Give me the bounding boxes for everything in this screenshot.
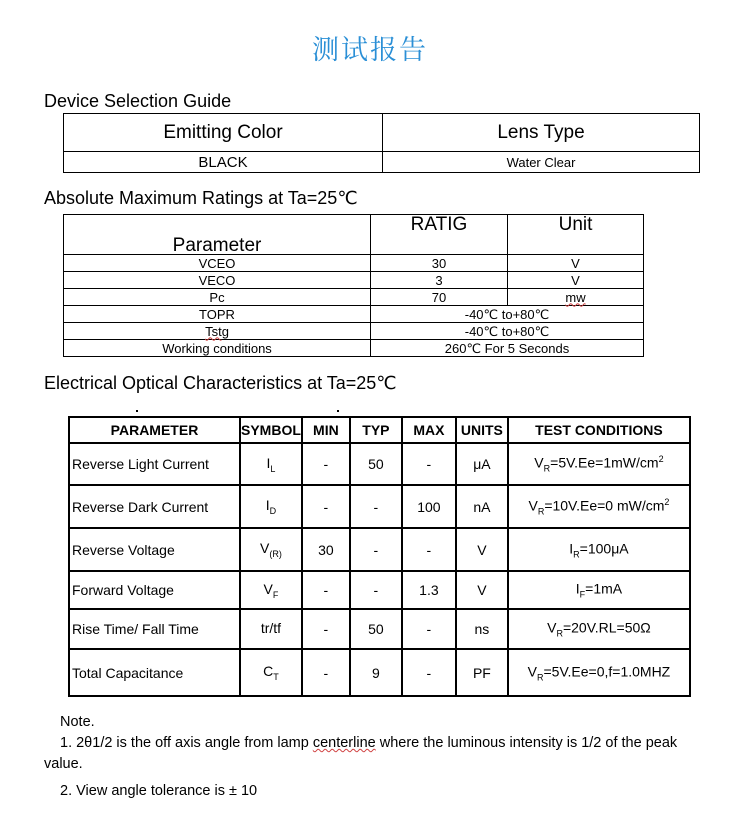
symbol-sub: F: [272, 589, 279, 600]
cond-main: V: [534, 454, 544, 471]
cell-color: BLACK: [64, 152, 383, 173]
table-row: [64, 272, 644, 289]
symbol-sub: T: [273, 671, 279, 682]
header-unit: Unit: [508, 215, 644, 255]
param-text: Tstg: [205, 323, 229, 339]
cell-lens: Water Clear: [383, 152, 700, 173]
symbol-sub: (R): [269, 548, 282, 559]
cell-parameter: Forward Voltage: [69, 571, 240, 609]
cell-param: Pc: [64, 289, 371, 306]
cond-main: V: [528, 497, 538, 514]
cell-units: ns: [456, 609, 508, 649]
table-row: [64, 340, 644, 357]
symbol-main: I: [265, 497, 270, 514]
cell-typ: 9: [350, 649, 402, 696]
mark-dot: [337, 410, 339, 412]
cond-sub: R: [573, 549, 580, 560]
cell-parameter: Reverse Dark Current: [69, 485, 240, 528]
header-min: MIN: [302, 417, 350, 443]
symbol-main: V: [260, 540, 270, 557]
cond-rest: =5V.Ee=1mW/cm: [550, 454, 659, 471]
table-row: [69, 571, 690, 609]
cell-parameter: Reverse Voltage: [69, 528, 240, 571]
electrical-heading: Electrical Optical Characteristics at Ta=25℃: [44, 373, 397, 393]
cell-symbol: [240, 485, 302, 528]
note-1-b: centerline: [312, 735, 376, 751]
cell-units: μA: [456, 443, 508, 485]
cell-typ: -: [350, 528, 402, 571]
cell-units: nA: [456, 485, 508, 528]
cell-typ: -: [350, 571, 402, 609]
cond-sub: R: [537, 672, 544, 683]
cell-value: 30: [371, 255, 508, 272]
cond-sub: R: [543, 463, 551, 474]
cell-max: 1.3: [402, 571, 456, 609]
cell-units: V: [456, 571, 508, 609]
table-row: [64, 323, 644, 340]
header-lens-type: Lens Type: [383, 114, 700, 152]
header-max: MAX: [402, 417, 456, 443]
cell-max: -: [402, 528, 456, 571]
note-2: 2. View angle tolerance is ± 10: [60, 783, 258, 799]
cell-test-condition: [508, 443, 690, 485]
page-title: 测试报告: [312, 35, 428, 66]
device-selection-heading: Device Selection Guide: [44, 91, 232, 111]
cond-main: V: [547, 619, 557, 636]
abs-max-heading: Absolute Maximum Ratings at Ta=25℃: [44, 188, 358, 208]
cond-rest: =20V.RL=50Ω: [562, 619, 651, 636]
table-row: [69, 443, 690, 485]
cell-parameter: Reverse Light Current: [69, 443, 240, 485]
header-ratig: RATIG: [371, 215, 508, 255]
header-parameter: PARAMETER: [69, 417, 240, 443]
cell-units: PF: [456, 649, 508, 696]
electrical-table: [68, 416, 691, 697]
mark-dot: [136, 410, 138, 412]
cell-min: -: [302, 571, 350, 609]
cond-rest: =5V.Ee=0,f=1.0MHZ: [543, 663, 671, 680]
header-parameter: Parameter: [64, 215, 371, 255]
cell-typ: 50: [350, 443, 402, 485]
header-units: UNITS: [456, 417, 508, 443]
cell-symbol: [240, 528, 302, 571]
cell-test-condition: [508, 649, 690, 696]
cond-main: I: [569, 540, 574, 557]
table-row: [64, 289, 644, 306]
cell-value: 70: [371, 289, 508, 306]
cell-symbol: [240, 571, 302, 609]
cell-unit: [508, 289, 644, 306]
note-1-c: where the luminous intensity is 1/2 of the peak value.: [44, 735, 678, 772]
table-row: [64, 306, 644, 323]
cond-sub: R: [556, 628, 563, 639]
cell-parameter: Rise Time/ Fall Time: [69, 609, 240, 649]
note-label: Note.: [60, 714, 95, 730]
cell-unit: V: [508, 272, 644, 289]
cell-typ: 50: [350, 609, 402, 649]
cell-test-condition: [508, 528, 690, 571]
cell-range: -40℃ to+80℃: [371, 306, 644, 323]
cond-sup: 2: [658, 454, 664, 465]
cell-min: -: [302, 443, 350, 485]
cell-max: -: [402, 443, 456, 485]
table-row: [69, 485, 690, 528]
cell-param: TOPR: [64, 306, 371, 323]
cond-rest: =1mA: [585, 580, 623, 597]
cell-test-condition: [508, 485, 690, 528]
cell-max: -: [402, 609, 456, 649]
cell-max: 100: [402, 485, 456, 528]
symbol-sub: L: [270, 463, 276, 474]
cell-parameter: Total Capacitance: [69, 649, 240, 696]
table-row: [64, 255, 644, 272]
device-selection-table: [63, 113, 700, 173]
cell-symbol: [240, 443, 302, 485]
cell-param: VECO: [64, 272, 371, 289]
note-1: [44, 733, 714, 775]
unit-text: mw: [565, 289, 586, 305]
note-1-a: 1. 2θ1/2 is the off axis angle from lamp: [60, 735, 313, 751]
symbol-main: C: [263, 663, 274, 680]
cond-sub: F: [579, 589, 586, 600]
cell-min: -: [302, 649, 350, 696]
cell-param: VCEO: [64, 255, 371, 272]
cell-param: Working conditions: [64, 340, 371, 357]
abs-max-table: [63, 214, 644, 357]
table-row: [69, 649, 690, 696]
cond-rest: =10V.Ee=0 mW/cm: [544, 497, 665, 514]
cond-rest: =100μA: [579, 540, 629, 557]
cell-symbol: [240, 649, 302, 696]
symbol-sub: D: [269, 505, 277, 516]
cond-sup: 2: [664, 496, 670, 507]
notes: [44, 712, 714, 802]
cell-value: 3: [371, 272, 508, 289]
cell-unit: V: [508, 255, 644, 272]
cell-range: 260℃ For 5 Seconds: [371, 340, 644, 357]
cell-test-condition: [508, 609, 690, 649]
cond-main: V: [527, 663, 537, 680]
cell-max: -: [402, 649, 456, 696]
header-emitting-color: Emitting Color: [64, 114, 383, 152]
table-row: [69, 528, 690, 571]
header-symbol: SYMBOL: [240, 417, 302, 443]
symbol-main: tr/tf: [260, 619, 282, 636]
cell-min: -: [302, 485, 350, 528]
symbol-main: I: [266, 454, 271, 471]
symbol-main: V: [263, 580, 273, 597]
header-test-conditions: TEST CONDITIONS: [508, 417, 690, 443]
cell-test-condition: [508, 571, 690, 609]
cell-range: -40℃ to+80℃: [371, 323, 644, 340]
header-typ: TYP: [350, 417, 402, 443]
cell-symbol: [240, 609, 302, 649]
cell-param: [64, 323, 371, 340]
cond-main: I: [575, 580, 580, 597]
cond-sub: R: [537, 506, 545, 517]
cell-min: -: [302, 609, 350, 649]
table-row: [69, 609, 690, 649]
cell-units: V: [456, 528, 508, 571]
cell-min: 30: [302, 528, 350, 571]
cell-typ: -: [350, 485, 402, 528]
